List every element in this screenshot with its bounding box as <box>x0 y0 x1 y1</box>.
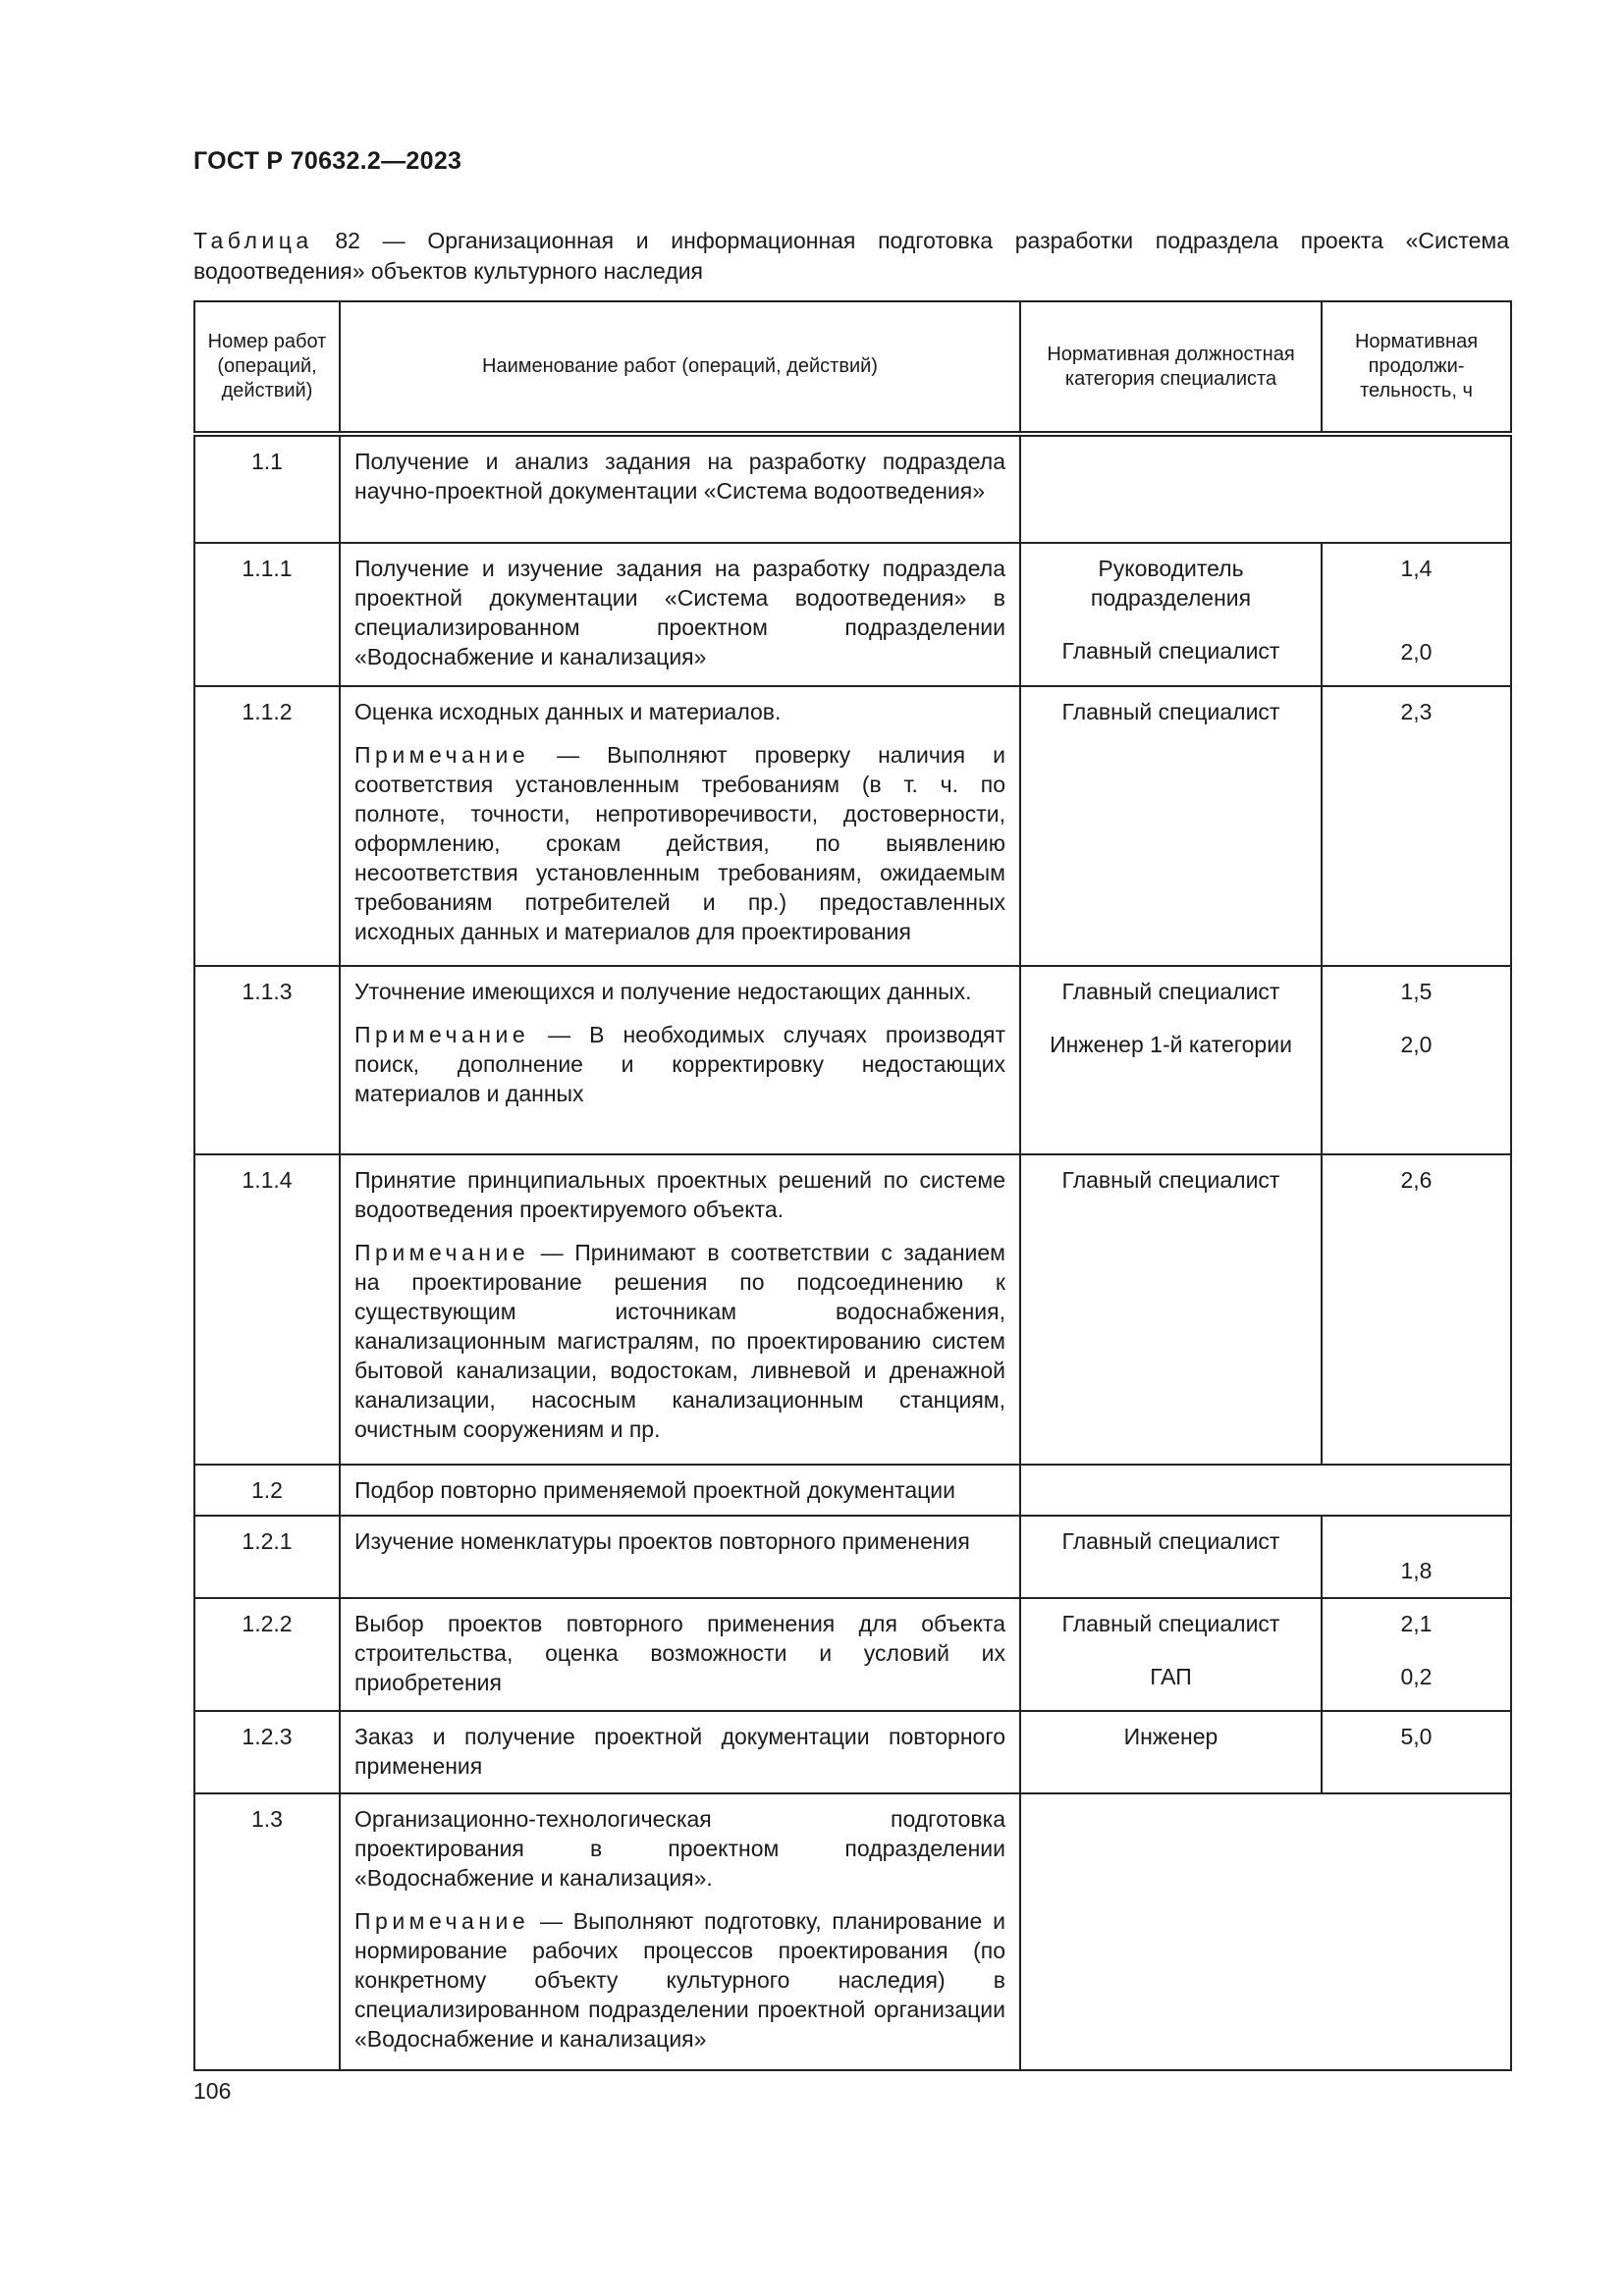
table-caption <box>193 226 1509 287</box>
specialist-category: Инженер 1-й категории <box>1050 1032 1292 1057</box>
specialist-category: Главный специалист <box>1061 1611 1280 1636</box>
works-table <box>193 300 1512 2071</box>
work-name: Уточнение имеющихся и получение недостающих данных. <box>354 979 972 1004</box>
specialist-category: Инженер <box>1123 1724 1218 1749</box>
duration-cell <box>1322 1154 1511 1465</box>
duration-cell <box>1322 1711 1511 1793</box>
work-number: 1.2.1 <box>194 1516 340 1598</box>
work-name-cell <box>340 543 1020 686</box>
work-name-cell <box>340 1793 1020 2070</box>
work-name: Оценка исходных данных и материалов. <box>354 699 782 724</box>
duration-value: 5,0 <box>1400 1724 1433 1749</box>
work-name: Организационно-технологическая подготовка проектирования в проектном подразделении «Водоснабжение и канализация». <box>354 1806 1005 1891</box>
note-text: — В необходимых случаях производят поиск, дополнение и корректировку недостающих материалов и данных <box>354 1022 1005 1106</box>
duration-value: 1,5 <box>1400 979 1433 1004</box>
table-row <box>194 1154 1511 1465</box>
work-name: Получение и изучение задания на разработку подраздела проектной документации «Система водоотведения» в специализированном проектном подразделении «Водоснабжение и канализация» <box>354 556 1005 669</box>
specialist-category: Главный специалист <box>1061 1167 1280 1193</box>
category-cell <box>1020 1516 1322 1598</box>
note-text: — Выполняют проверку наличия и соответствия установленным требованиям (в т. ч. по полноте, точности, непротиворечивости, достоверности, оформлению, срокам действия, по выявлению несоответствия установленным требованиям, ожидаемым требованиям потребителей и пр.) предоставленных исходных данных и материалов для проектирования <box>354 742 1005 944</box>
duration-value: 2,6 <box>1400 1167 1433 1193</box>
note-label: Примечание <box>354 1908 530 1934</box>
category-cell <box>1020 543 1322 686</box>
work-name-cell <box>340 1465 1020 1516</box>
column-header-duration: Нормативная продолжи-тельность, ч <box>1322 301 1511 434</box>
note-text: — Принимают в соответствии с заданием на проектирование решения по подсоединению к существующим источникам водоснабжения, канализационным магистралям, по проектированию систем бытовой канализации, водостокам, ливневой и дренажной канализации, насосным канализационным станциям, очистным сооружениям и пр. <box>354 1240 1005 1442</box>
table-row <box>194 1516 1511 1598</box>
specialist-category: Главный специалист <box>1061 1528 1280 1554</box>
work-name: Получение и анализ задания на разработку подраздела научно-проектной документации «Система водоотведения» <box>354 449 1005 504</box>
work-note <box>354 1906 1005 2054</box>
category-cell <box>1020 686 1322 966</box>
document-code: ГОСТ Р 70632.2—2023 <box>193 147 462 175</box>
note-text: — Выполняют подготовку, планирование и нормирование рабочих процессов проектирования (по конкретному объекту культурного наследия) в специализированном подразделении проектной организации «Водоснабжение и канализация» <box>354 1908 1005 2052</box>
page-number: 106 <box>193 2078 232 2104</box>
category-cell <box>1020 1598 1322 1711</box>
table-row <box>194 686 1511 966</box>
work-name-cell <box>340 1598 1020 1711</box>
specialist-category: Руководитель подразделения <box>1090 556 1252 611</box>
table-row <box>194 1793 1511 2070</box>
work-number: 1.2.3 <box>194 1711 340 1793</box>
note-label: Примечание <box>354 1240 530 1265</box>
work-name: Выбор проектов повторного применения для объекта строительства, оценка возможности и условий их приобретения <box>354 1611 1005 1695</box>
duration-value: 2,0 <box>1400 1032 1433 1057</box>
work-number: 1.2.2 <box>194 1598 340 1711</box>
category-cell <box>1020 966 1322 1154</box>
category-cell <box>1020 1154 1322 1465</box>
table-row <box>194 434 1511 543</box>
work-name: Изучение номенклатуры проектов повторного применения <box>354 1528 970 1554</box>
column-header-num: Номер работ (операций, действий) <box>194 301 340 434</box>
duration-value: 2,3 <box>1400 699 1433 724</box>
caption-text: 82 — Организационная и информационная подготовка разработки подраздела проекта «Система водоотведения» объектов культурного наследия <box>193 228 1509 284</box>
column-header-category: Нормативная должностная категория специалиста <box>1020 301 1322 434</box>
duration-value: 2,1 <box>1400 1611 1433 1636</box>
caption-label: Таблица <box>193 228 313 253</box>
work-name-cell <box>340 1711 1020 1793</box>
duration-value: 0,2 <box>1400 1664 1433 1689</box>
table-row <box>194 1598 1511 1711</box>
specialist-category: ГАП <box>1150 1664 1192 1689</box>
duration-cell <box>1322 543 1511 686</box>
work-note <box>354 1238 1005 1444</box>
note-label: Примечание <box>354 1022 530 1047</box>
work-number: 1.1 <box>194 434 340 543</box>
duration-value: 1,4 <box>1400 556 1433 581</box>
duration-cell <box>1322 1598 1511 1711</box>
duration-cell <box>1322 1516 1511 1598</box>
empty-cell <box>1020 434 1511 543</box>
specialist-category: Главный специалист <box>1061 699 1280 724</box>
work-number: 1.1.1 <box>194 543 340 686</box>
work-name: Заказ и получение проектной документации повторного применения <box>354 1724 1005 1779</box>
empty-cell <box>1020 1793 1511 2070</box>
work-name-cell <box>340 1154 1020 1465</box>
duration-cell <box>1322 966 1511 1154</box>
work-number: 1.3 <box>194 1793 340 2070</box>
work-number: 1.1.2 <box>194 686 340 966</box>
specialist-category: Главный специалист <box>1061 638 1280 664</box>
duration-cell <box>1322 686 1511 966</box>
table-row <box>194 1711 1511 1793</box>
work-name-cell <box>340 966 1020 1154</box>
note-label: Примечание <box>354 742 530 768</box>
duration-value: 1,8 <box>1400 1558 1433 1583</box>
work-number: 1.1.4 <box>194 1154 340 1465</box>
work-name: Принятие принципиальных проектных решений по системе водоотведения проектируемого объекта. <box>354 1167 1005 1222</box>
column-header-name: Наименование работ (операций, действий) <box>340 301 1020 434</box>
specialist-category: Главный специалист <box>1061 979 1280 1004</box>
work-name-cell <box>340 686 1020 966</box>
duration-value: 2,0 <box>1400 639 1433 665</box>
category-cell <box>1020 1711 1322 1793</box>
table-row <box>194 966 1511 1154</box>
empty-cell <box>1020 1465 1511 1516</box>
work-name: Подбор повторно применяемой проектной документации <box>354 1477 956 1503</box>
work-name-cell <box>340 434 1020 543</box>
table-row <box>194 543 1511 686</box>
work-number: 1.2 <box>194 1465 340 1516</box>
work-note <box>354 740 1005 946</box>
work-note <box>354 1020 1005 1108</box>
table-header-row <box>194 301 1511 434</box>
table-row <box>194 1465 1511 1516</box>
work-number: 1.1.3 <box>194 966 340 1154</box>
work-name-cell <box>340 1516 1020 1598</box>
